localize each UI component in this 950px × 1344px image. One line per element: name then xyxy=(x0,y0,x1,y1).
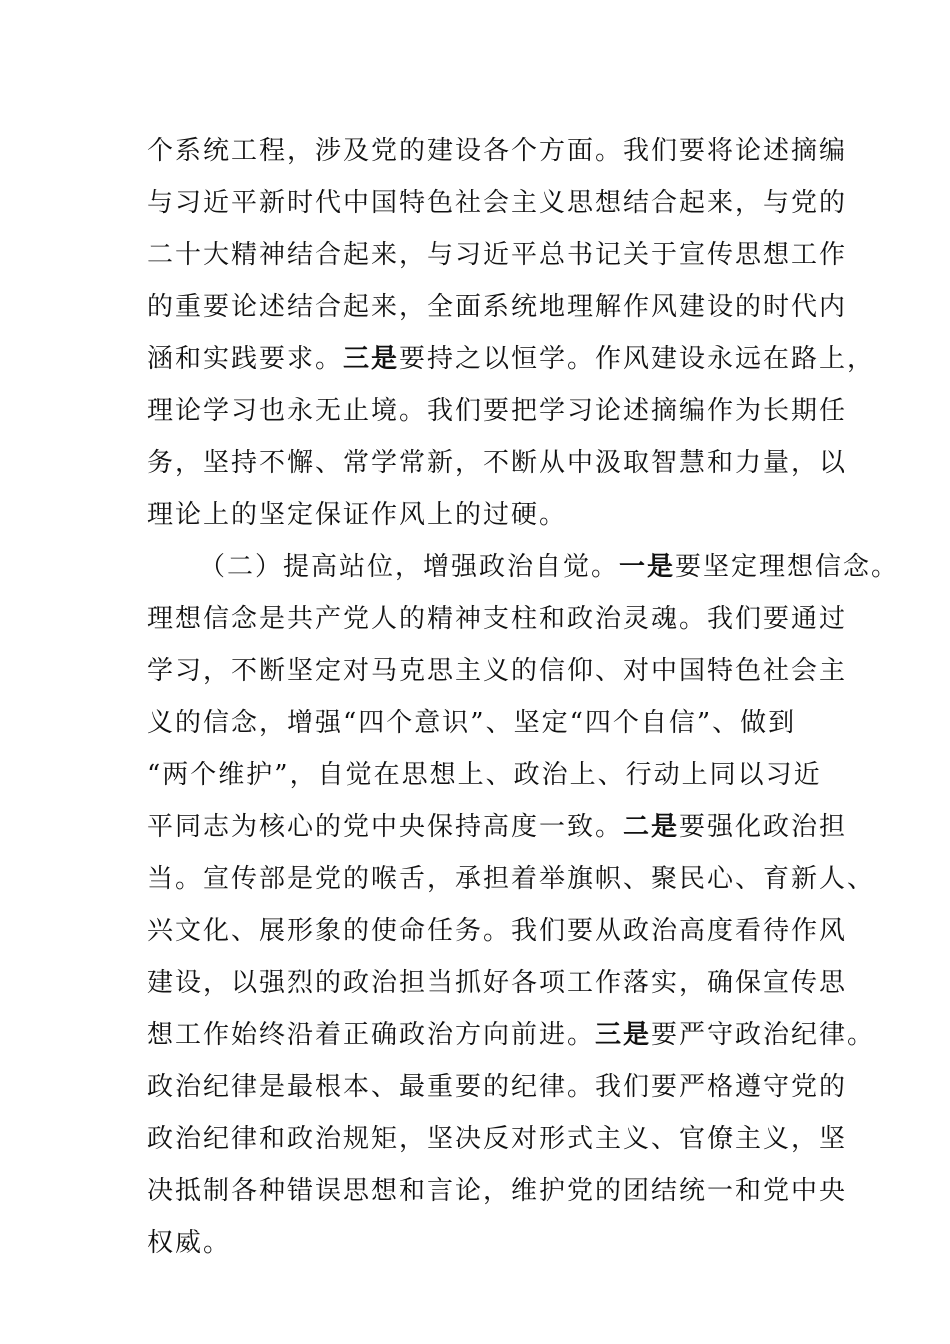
text-line xyxy=(147,699,827,747)
text-line xyxy=(147,283,848,331)
text-line xyxy=(147,127,848,175)
bold-text-segment: 二是 xyxy=(623,812,680,842)
text-segment: 想工作始终沿着正确政治方向前进。 xyxy=(147,1020,596,1050)
text-segment: 政治纪律是最根本、最重要的纪律。我们要严格遵守党的 xyxy=(147,1072,848,1102)
text-line xyxy=(147,855,876,903)
text-line xyxy=(199,543,900,591)
text-line xyxy=(147,231,848,279)
text-segment: 学习，不断坚定对马克思主义的信仰、对中国特色社会主 xyxy=(147,656,848,686)
text-line xyxy=(147,907,848,955)
text-segment: 政治纪律和政治规矩，坚决反对形式主义、官僚主义，坚 xyxy=(147,1124,848,1154)
text-segment: 的重要论述结合起来，全面系统地理解作风建设的时代内 xyxy=(147,292,848,322)
text-segment: “两个维护”，自觉在思想上、政治上、行动上同以习近 xyxy=(147,760,822,790)
text-segment: 要强化政治担 xyxy=(679,812,848,842)
text-segment: 建设，以强烈的政治担当抓好各项工作落实，确保宣传思 xyxy=(147,968,848,998)
text-segment: 务，坚持不懈、常学常新，不断从中汲取智慧和力量，以 xyxy=(147,448,848,478)
text-line xyxy=(147,1011,876,1059)
text-segment: 权威。 xyxy=(147,1228,232,1258)
text-line xyxy=(147,595,848,643)
text-segment: 与习近平新时代中国特色社会主义思想结合起来，与党的 xyxy=(147,188,848,218)
text-line xyxy=(147,1167,848,1215)
bold-text-segment: 三是 xyxy=(343,344,400,374)
text-line xyxy=(147,335,876,383)
text-line xyxy=(147,803,848,851)
text-segment: 决抵制各种错误思想和言论，维护党的团结统一和党中央 xyxy=(147,1176,848,1206)
text-line xyxy=(147,179,848,227)
text-line xyxy=(147,959,848,1007)
text-line xyxy=(147,387,848,435)
text-line xyxy=(147,751,827,799)
text-line xyxy=(147,1219,827,1267)
text-segment: 要持之以恒学。作风建设永远在路上， xyxy=(399,344,876,374)
text-segment: 个系统工程，涉及党的建设各个方面。我们要将论述摘编 xyxy=(147,136,848,166)
bold-text-segment: 三是 xyxy=(595,1020,652,1050)
bold-text-segment: 一是 xyxy=(619,552,676,582)
text-line xyxy=(147,647,848,695)
text-segment: 要严守政治纪律。 xyxy=(651,1020,876,1050)
text-segment: 要坚定理想信念。 xyxy=(675,552,900,582)
text-segment: 兴文化、展形象的使命任务。我们要从政治高度看待作风 xyxy=(147,916,848,946)
text-segment: 当。宣传部是党的喉舌，承担着举旗帜、聚民心、育新人、 xyxy=(147,864,876,894)
text-segment: 义的信念，增强“四个意识”、坚定“四个自信”、做到 xyxy=(147,708,797,738)
text-line xyxy=(147,1063,848,1111)
text-segment: 理论学习也永无止境。我们要把学习论述摘编作为长期任 xyxy=(147,396,848,426)
text-segment: 二十大精神结合起来，与习近平总书记关于宣传思想工作 xyxy=(147,240,848,270)
text-segment: 理想信念是共产党人的精神支柱和政治灵魂。我们要通过 xyxy=(147,604,848,634)
text-segment: （二）提高站位，增强政治自觉。 xyxy=(199,552,620,582)
text-line xyxy=(147,491,827,539)
text-line xyxy=(147,1115,848,1163)
text-segment: 涵和实践要求。 xyxy=(147,344,344,374)
text-line xyxy=(147,439,848,487)
text-segment: 平同志为核心的党中央保持高度一致。 xyxy=(147,812,624,842)
text-segment: 理论上的坚定保证作风上的过硬。 xyxy=(147,500,568,530)
